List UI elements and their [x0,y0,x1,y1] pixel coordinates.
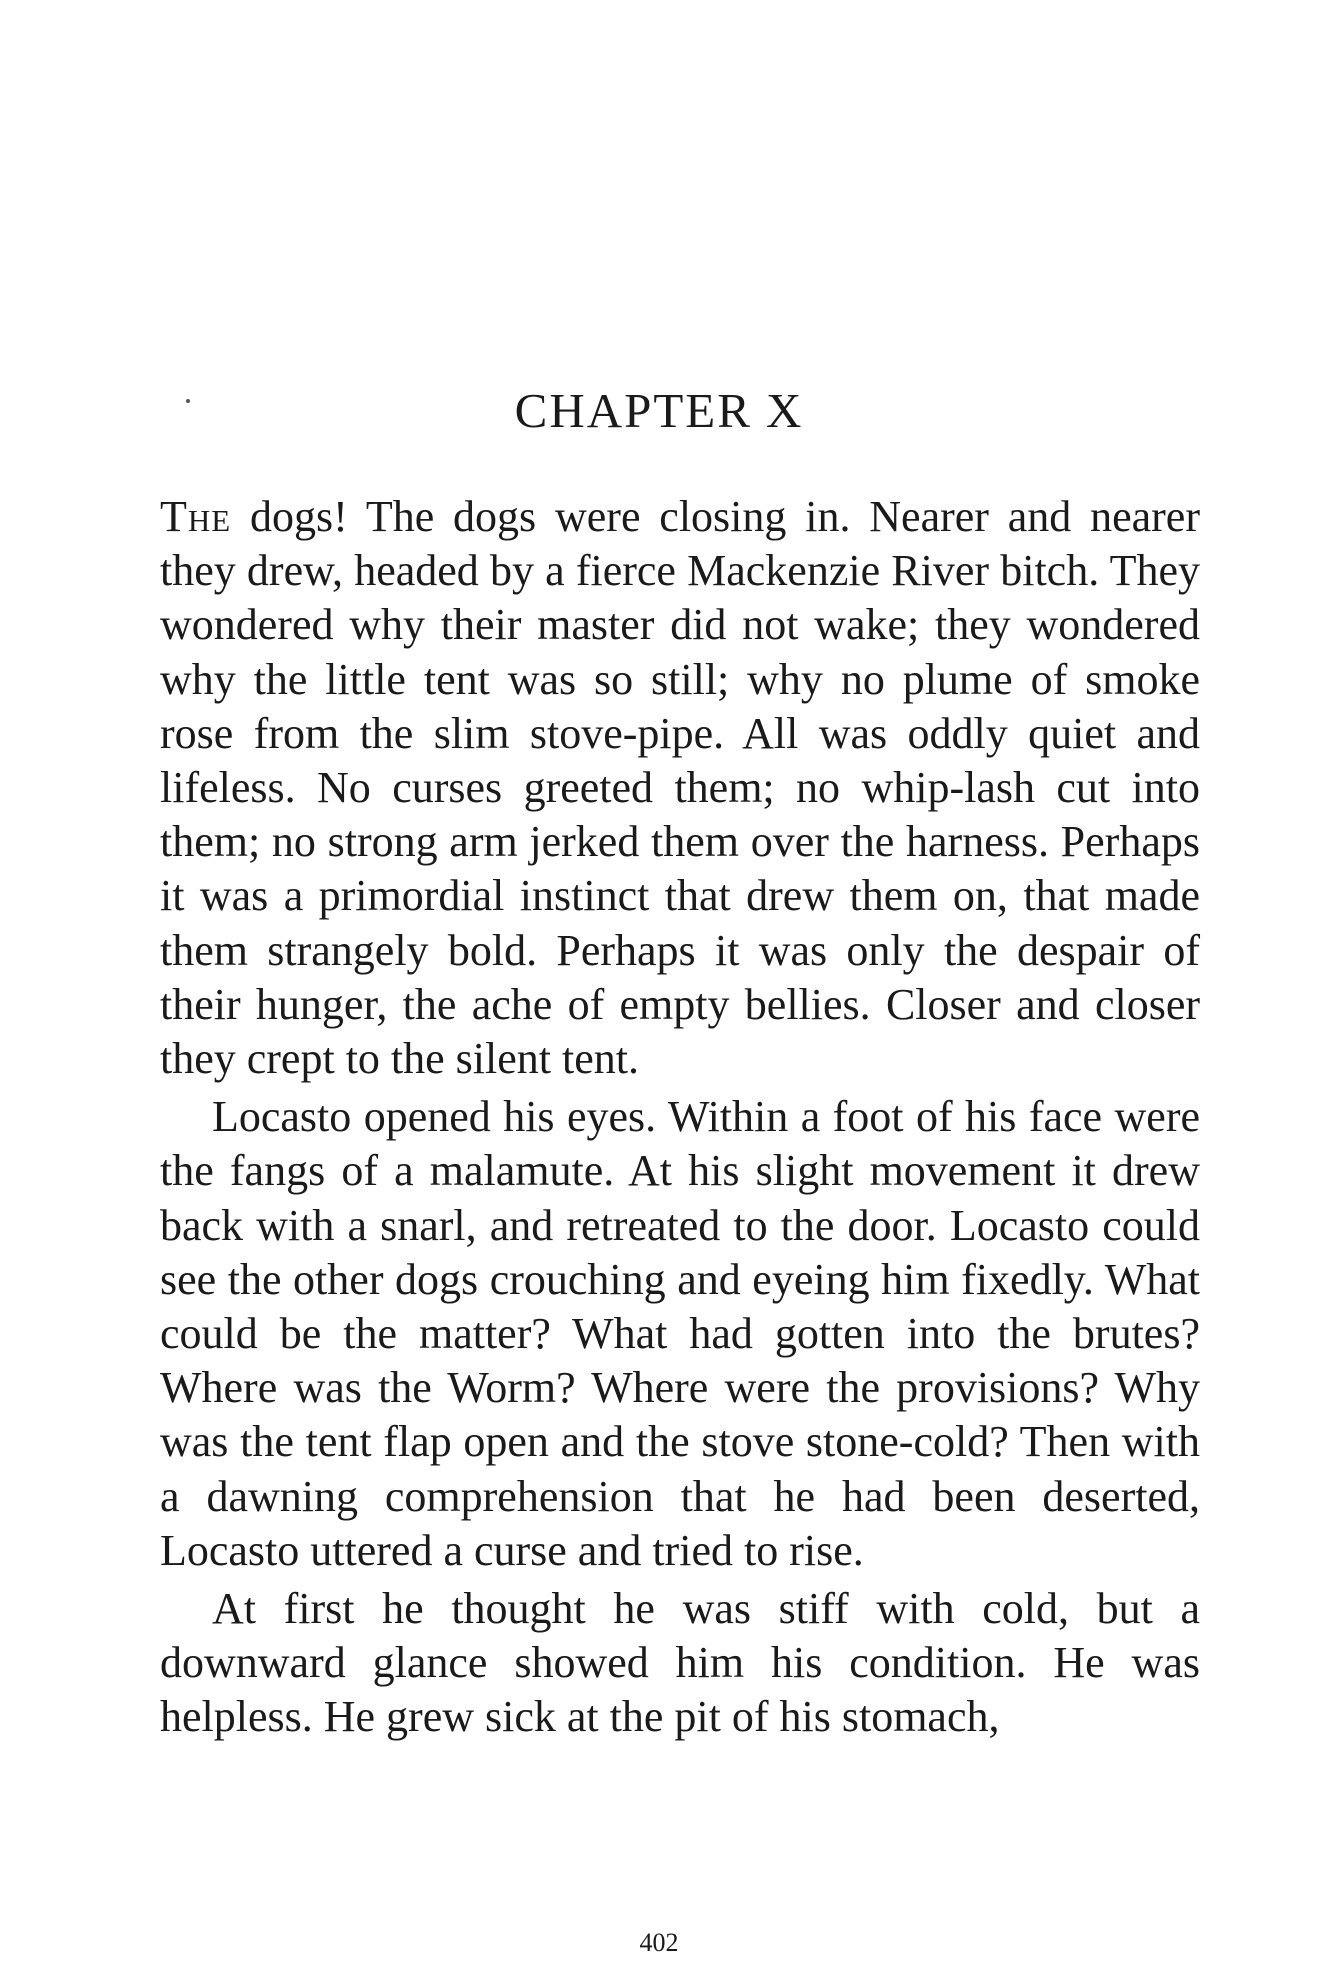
chapter-title [0,382,1318,439]
paragraph-3 [160,1582,1200,1745]
paragraph-1 [160,490,1200,1086]
chapter-numeral: X [765,383,804,438]
chapter-heading: CHAPTER [514,383,752,438]
paragraph-2 [160,1090,1200,1578]
paragraph-text: dogs! The dogs were closing in. Nearer and nearer they drew, headed by a fierce Mackenzie River bitch. They wondered why their master did not wake; they wondered why the little tent was so still; why no plume of smoke rose from the slim stove-pipe. All was oddly quiet and lifeless. No curses greeted them; no whip-lash cut into them; no strong arm jerked them over the harness. Perhaps it was a primordial instinct that drew them on, that made them strangely bold. Perhaps it was only the despair of their hunger, the ache of empty bellies. Closer and closer they crept to the silent tent. [160,492,1200,1084]
lead-word: The [160,492,232,541]
paragraph-text: Locasto opened his eyes. Within a foot of his face were the fangs of a malamute. At his slight movement it drew back with a snarl, and retreated to the door. Locasto could see the other dogs crouching and eyeing him fixedly. What could be the matter? What had gotten into the brutes? Where was the Worm? Where were the provisions? Why was the tent flap open and the stove stone-cold? Then with a dawning comprehension that he had been deserted, Locasto uttered a curse and tried to rise. [160,1092,1200,1575]
page-number: 402 [639,1928,679,1957]
chapter-body [160,490,1200,1745]
paragraph-text: At first he thought he was stiff with cold, but a downward glance showed him his condition. He was helpless. He grew sick at the pit of his stomach, [160,1584,1200,1742]
